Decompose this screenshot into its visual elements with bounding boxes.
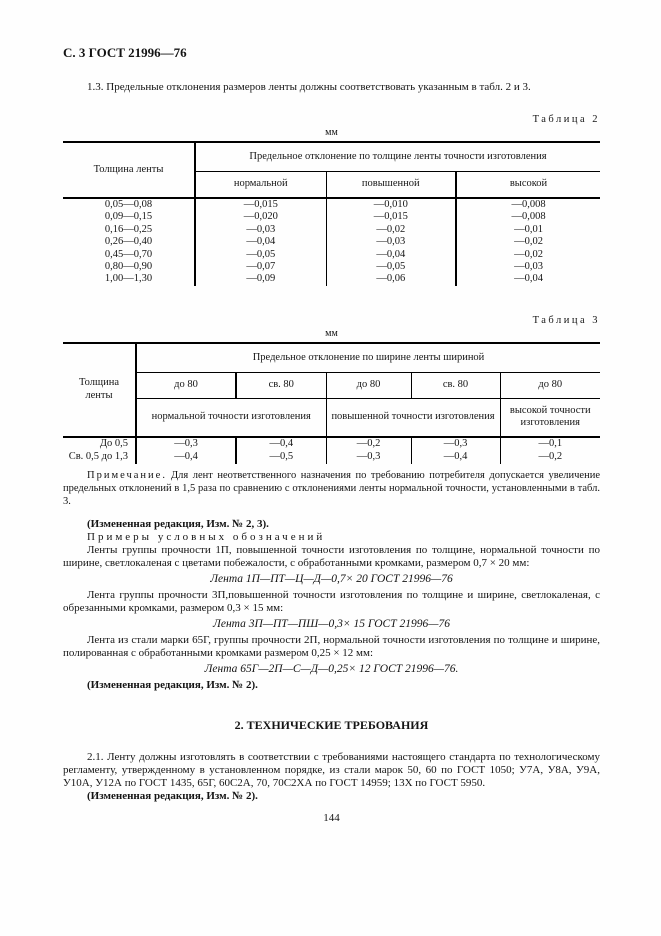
cell: —0,010 (326, 198, 456, 211)
table-row (63, 437, 600, 451)
table-row (63, 198, 600, 211)
table-2-unit: мм (325, 127, 338, 138)
cell: 0,16—0,25 (63, 224, 195, 236)
amendment-note: (Измененная редакция, Изм. № 2, 3). (87, 518, 269, 531)
examples-heading: Примеры условных обозначений (87, 531, 326, 544)
table-2-group-header: Предельное отклонение по толщине ленты точности изготовления (195, 142, 600, 172)
cell: —0,04 (456, 273, 600, 285)
page-header: С. 3 ГОСТ 21996—76 (63, 45, 187, 60)
table-2-header-row-1 (63, 142, 600, 172)
cell: —0,3 (411, 437, 500, 451)
table-3-accuracy-header: повышенной точности изготовления (326, 398, 500, 437)
table-row (63, 224, 600, 236)
cell: 0,80—0,90 (63, 261, 195, 273)
table-row (63, 249, 600, 261)
cell: 0,05—0,08 (63, 198, 195, 211)
cell: —0,015 (243, 199, 278, 210)
note-label: Примечание. (87, 469, 167, 481)
amendment-note: (Измененная редакция, Изм. № 2). (87, 679, 258, 692)
table-row (63, 451, 600, 464)
cell: —0,02 (456, 236, 600, 248)
cell: —0,03 (456, 261, 600, 273)
table-2-caption: Таблица 2 (532, 114, 600, 125)
table-3 (63, 342, 600, 464)
cell: —0,2 (326, 437, 411, 451)
table-3-group-header: Предельное отклонение по ширине ленты шириной (136, 343, 600, 373)
cell: —0,05 (326, 261, 456, 273)
example-paragraph: Лента из стали марки 65Г, группы прочности 2П, нормальной точности изготовления по толщине и ширине, полированная с обработанными кромками размером 0,25 × 12 мм: (63, 634, 600, 660)
paragraph-2-1: 2.1. Ленту должны изготовлять в соответствии с требованиями настоящего стандарта по технологическому регламенту, утвержденному в установленном порядке, из стали марок 50, 60 по ГОСТ 1050; У7А, У8А, У9А, У10А, У12А по ГОСТ 1435, 65Г, 60С2А, 70, 70С2ХА по ГОСТ 14959; 13Х по ГОСТ 5950. (63, 751, 600, 790)
table-3-width-header: до 80 (136, 372, 236, 398)
cell: 0,09—0,15 (63, 211, 195, 223)
cell: —0,03 (326, 236, 456, 248)
table-2-subheader: нормальной (195, 172, 326, 199)
cell: —0,06 (326, 273, 456, 285)
table-row (63, 236, 600, 248)
cell: —0,07 (246, 261, 276, 273)
cell: —0,4 (236, 437, 326, 451)
table-3-width-header: св. 80 (411, 372, 500, 398)
cell: —0,2 (500, 451, 600, 464)
table-2-subheader: высокой (456, 172, 600, 199)
cell: 0,45—0,70 (63, 249, 195, 261)
table-2-col1-header: Толщина ленты (63, 142, 195, 198)
cell: —0,02 (456, 249, 600, 261)
cell: —0,3 (326, 451, 411, 464)
cell: Св. 0,5 до 1,3 (63, 451, 136, 464)
cell: —0,5 (236, 451, 326, 464)
cell: —0,02 (326, 224, 456, 236)
table-row (63, 261, 600, 273)
cell: —0,008 (456, 211, 600, 223)
table-3-width-header: до 80 (326, 372, 411, 398)
table-3-accuracy-header: нормальной точности изготовления (136, 398, 326, 437)
cell: —0,09 (246, 273, 276, 285)
table-3-header-row-1 (63, 343, 600, 373)
cell: До 0,5 (63, 437, 136, 451)
cell: —0,01 (456, 224, 600, 236)
cell: —0,4 (411, 451, 500, 464)
cell: —0,05 (246, 248, 276, 260)
cell: —0,03 (246, 223, 276, 235)
example-paragraph: Ленты группы прочности 1П, повышенной точности изготовления по толщине, нормальной точности по ширине, светлокаленая с цветами побежалости, с обработанными кромками, размером 0,7 × 20 мм: (63, 544, 600, 570)
cell: —0,020 (243, 211, 278, 223)
cell: —0,1 (500, 437, 600, 451)
example-designation: Лента 65Г—2П—С—Д—0,25× 12 ГОСТ 21996—76. (204, 663, 459, 676)
cell: —0,04 (246, 236, 276, 248)
table-row (63, 211, 600, 223)
table-3-col1-header: Толщина ленты (63, 343, 136, 437)
example-designation: Лента 1П—ПТ—Ц—Д—0,7× 20 ГОСТ 21996—76 (210, 573, 453, 586)
paragraph-1-3: 1.3. Предельные отклонения размеров ленты должны соответствовать указанным в табл. 2 и 3. (87, 81, 531, 93)
table-3-unit: мм (325, 327, 338, 339)
table-row (63, 273, 600, 285)
cell: —0,4 (174, 451, 198, 463)
table-3-caption: Таблица 3 (532, 314, 600, 326)
example-designation: Лента 3П—ПТ—ПШ—0,3× 15 ГОСТ 21996—76 (213, 618, 450, 631)
page-number: 144 (323, 812, 340, 825)
table-3-width-header: св. 80 (236, 372, 326, 398)
cell: 1,00—1,30 (63, 273, 195, 285)
table-3-header-row-3 (63, 398, 600, 437)
cell: —0,3 (174, 438, 198, 450)
example-paragraph: Лента группы прочности 3П,повышенной точности изготовления по толщине и ширине, светлокаленая, с обрезанными кромками, размером 0,3 × 15 мм: (63, 589, 600, 615)
section-2-title: 2. ТЕХНИЧЕСКИЕ ТРЕБОВАНИЯ (234, 718, 429, 733)
amendment-note: (Измененная редакция, Изм. № 2). (87, 790, 258, 803)
table-2-subheader: повышенной (326, 172, 456, 199)
cell: 0,26—0,40 (63, 236, 195, 248)
cell: —0,015 (326, 211, 456, 223)
table-3-accuracy-header: высокой точности изготовления (500, 398, 600, 437)
cell: —0,04 (326, 249, 456, 261)
table-3-width-header: до 80 (500, 372, 600, 398)
note-text: Для лент неответственного назначения по требованию потребителя допускается увеличение предельных отклонений в 1,5 раза по сравнению с отклонениями ленты нормальной точности, установленными в табл. 3. (63, 469, 600, 507)
table-3-header-row-2 (63, 372, 600, 398)
table-2 (63, 141, 600, 286)
cell: —0,008 (456, 198, 600, 211)
note-paragraph (63, 469, 600, 508)
